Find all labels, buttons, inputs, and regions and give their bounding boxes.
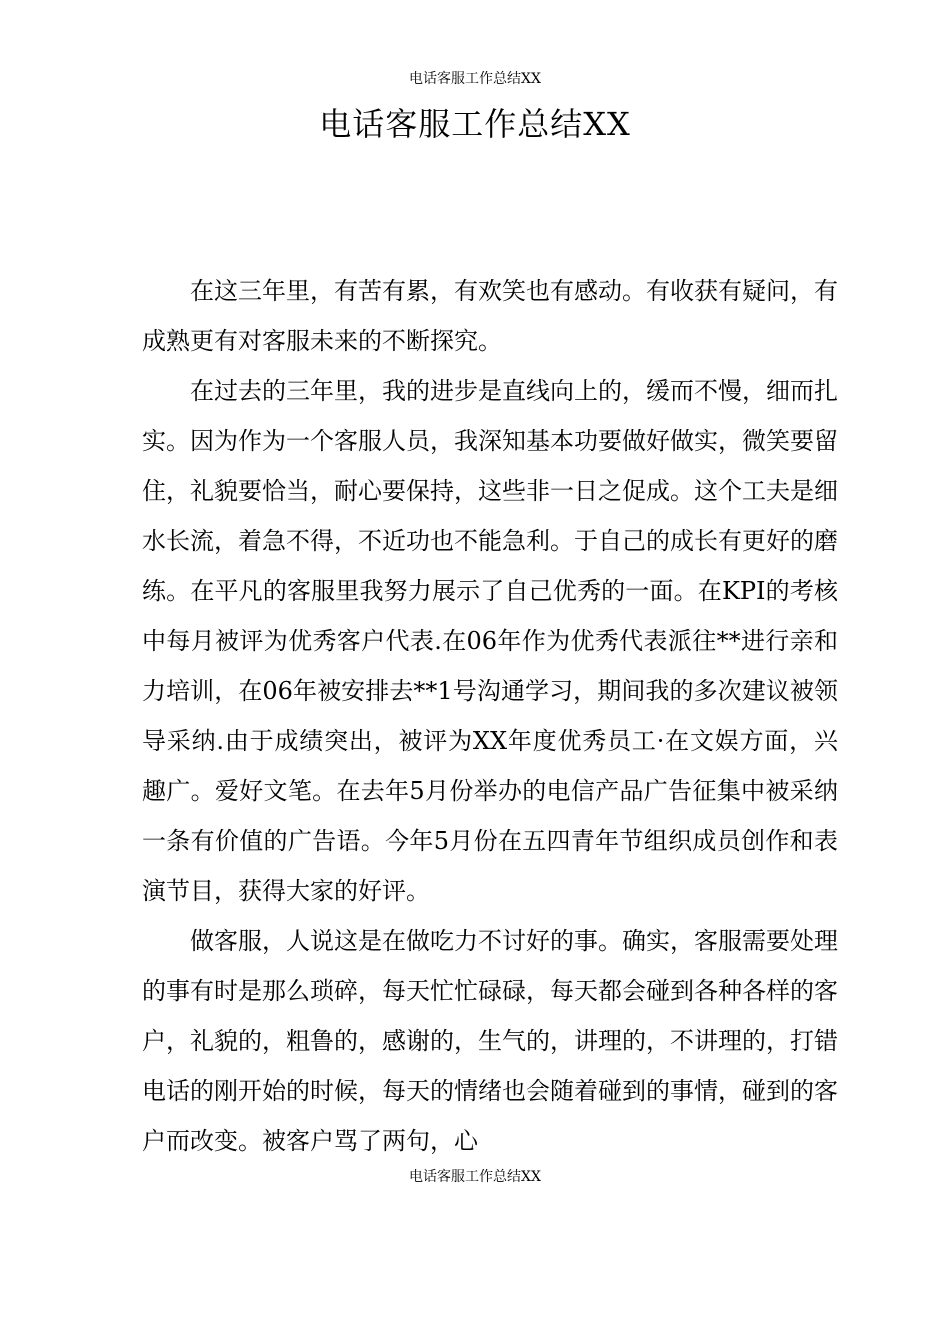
- paragraph-1: 在这三年里，有苦有累，有欢笑也有感动。有收获有疑问，有成熟更有对客服未来的不断探究。: [142, 277, 838, 355]
- paragraph-3: 做客服，人说这是在做吃力不讨好的事。确实，客服需要处理的事有时是那么琐碎，每天忙忙碌碌，每天都会碰到各种各样的客户，礼貌的，粗鲁的，感谢的，生气的，讲理的，不讲理的，打错电话的刚开始的时候，每天的情绪也会随着碰到的事情，碰到的客户而改变。被客户骂了两句，心: [142, 927, 838, 1155]
- running-header: 电话客服工作总结XX: [409, 71, 541, 87]
- running-footer: 电话客服工作总结XX: [409, 1169, 541, 1185]
- document-title: 电话客服工作总结XX: [319, 105, 631, 143]
- paragraph-2: 在过去的三年里，我的进步是直线向上的，缓而不慢，细而扎实。因为作为一个客服人员，我深知基本功要做好做实，微笑要留住，礼貌要恰当，耐心要保持，这些非一日之促成。这个工夫是细水长流，着急不得，不近功也不能急利。于自己的成长有更好的磨练。在平凡的客服里我努力展示了自己优秀的一面。在KPI的考核中每月被评为优秀客户代表.在06年作为优秀代表派往**进行亲和力培训，在06年被安排去**1号沟通学习，期间我的多次建议被领导采纳.由于成绩突出，被评为XX年度优秀员工·在文娱方面，兴趣广。爱好文笔。在去年5月份举办的电信产品广告征集中被采纳一条有价值的广告语。今年5月份在五四青年节组织成员创作和表演节目，获得大家的好评。: [142, 377, 838, 905]
- document-body: [142, 266, 838, 1166]
